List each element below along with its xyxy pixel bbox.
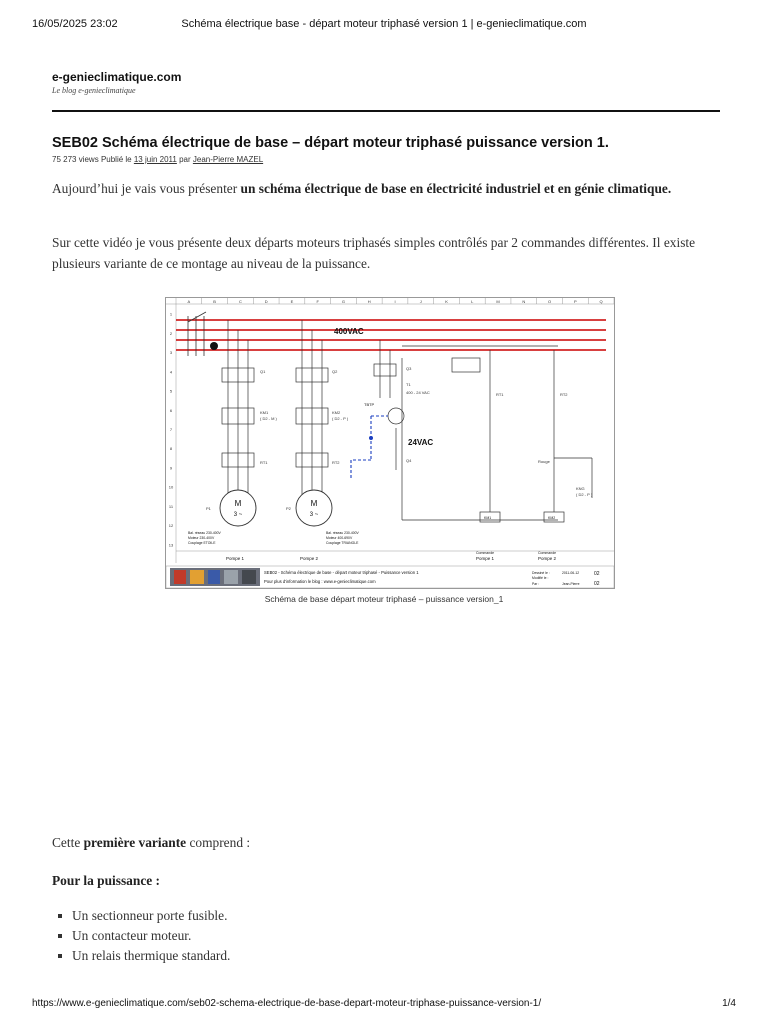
label-24vac: 24VAC [408,438,434,447]
row-label: 11 [168,503,174,509]
column-label: H [367,299,371,304]
column-label: N [522,299,526,304]
column-label: A [187,299,191,304]
earth-link [351,416,388,480]
print-page-number: 1/4 [722,998,736,1009]
title-block-title: SEB02 - Schéma électrique de base - départ moteur triphasé - Puissance version 1 [264,570,419,575]
row-label: 13 [168,542,174,548]
bottom-pompe1: Pompe 1 [226,556,245,561]
ctrl-km2-label: KM2 [548,516,556,520]
tb-date: 2011-06-12 [562,571,580,575]
ctrl-km1-label: KM1 [484,516,492,520]
bottom-pompe2: Pompe 2 [300,556,319,561]
title-block-info: Pour plus d'information le blog : www.e-genieclimatique.com [264,579,376,584]
column-label: M [496,299,500,304]
schematic-figure[interactable] [165,297,615,589]
video-paragraph: Sur cette vidéo je vous présente deux départs moteurs triphasés simples contrôlés par 2 commandes différentes. Il existe plusieurs variante de ce montage au niveau de la puissance. [52,235,696,271]
print-header [32,18,736,32]
bottom-cmd1: Pompe 1 [476,556,495,561]
row-label: 7 [169,427,173,432]
list-item: Un sectionneur porte fusible. [56,906,230,926]
variant-post: comprend : [186,835,251,850]
rouge-label: Rouge [538,459,550,464]
km1-sub-label: ( D2 - M ) [260,416,277,421]
bullet-icon [58,914,62,918]
motor-2-symbol [296,490,332,526]
motor-2-phase: 3 ~ [309,512,319,518]
rt1-label: RT1 [260,460,268,465]
site-name-link[interactable]: e-genieclimatique.com [52,70,182,84]
bottom-cmd2-label: Commande [538,551,557,555]
column-label: L [471,299,474,304]
svg-text:Couplage ETOILE: Couplage ETOILE [188,541,216,545]
row-label: 8 [169,446,173,452]
power-heading [52,870,720,891]
motor-branch-2 [296,320,328,498]
ctrl-rt2-label: RT2 [560,392,568,397]
q3-label: Q3 [406,366,412,371]
motor-1-phase: 3 ~ [233,512,243,518]
row-label: 3 [169,350,173,356]
motor-branch-1 [222,320,254,498]
kng-sub-label: ( D2 - P ) [576,492,593,497]
svg-text:Moteur 400-690V: Moteur 400-690V [326,536,353,540]
column-label: F [316,299,319,304]
intro-paragraph [52,178,720,199]
column-labels [188,298,614,304]
q2-label: Q2 [332,369,338,374]
svg-text:Bal. réseau 230-400V: Bal. réseau 230-400V [326,531,359,535]
post-meta [52,155,263,164]
row-label: 4 [169,369,173,375]
tb-author: Jean-Pierre [562,582,580,586]
q4-label: Q4 [406,458,412,463]
figure-caption: Schéma de base départ moteur triphasé – puissance version_1 [264,594,504,604]
tb-dessine: Dessiné le : [532,571,550,575]
tb-par: Par : [532,582,540,586]
column-label: Q [599,299,603,304]
print-url: https://www.e-genieclimatique.com/seb02-schema-electrique-de-base-depart-moteur-triphase-puissance-version-1/ [32,998,542,1009]
tb-sheet: 02 [594,571,600,577]
motor-1-m: M [234,499,242,508]
tb-modifie: Modifié le : [532,576,549,580]
post-views: 75 273 views [52,155,99,164]
column-label: O [548,299,552,304]
column-label: D [264,299,268,304]
column-label: K [445,299,448,304]
motor-1-symbol [220,490,256,526]
list-item: Un contacteur moteur. [56,926,230,946]
published-label: Publié le [100,155,132,164]
print-date: 16/05/2025 23:02 [32,18,118,30]
ctrl-rt1-label: RT1 [496,392,504,397]
column-label: G [341,299,346,304]
row-label: 5 [169,388,173,394]
column-label: P [574,299,577,304]
variant-paragraph [52,832,720,853]
tb-sheets: 02 [594,581,600,587]
row-label: 2 [169,330,173,336]
column-label: I [394,299,396,304]
variant-bold: première variante [83,835,187,850]
site-header [52,70,720,95]
column-label: J [419,299,422,304]
p1-label: P1 [206,506,211,511]
post-date-link[interactable]: 13 juin 2011 [133,155,177,164]
bullet-icon [58,934,62,938]
intro-bold: un schéma électrique de base en électricité industriel et en génie climatique. [240,181,672,196]
motor-2-m: M [310,499,318,508]
bottom-cmd2: Pompe 2 [538,556,557,561]
spec-1 [188,531,222,545]
row-label: 9 [169,465,173,471]
column-label: B [213,299,216,304]
row-label: 10 [168,484,174,490]
site-tagline: Le blog e-genieclimatique [52,86,136,95]
print-footer [32,998,736,1012]
row-label: 6 [169,407,173,413]
tbtp-label: TBTP [364,402,375,407]
transformer-label: 400 - 24 VAC [406,390,430,395]
svg-text:Bal. réseau 230-400V: Bal. réseau 230-400V [188,531,221,535]
row-labels [169,312,174,548]
p2-label: P2 [286,506,291,511]
row-label: 1 [169,311,173,317]
control-supply [374,340,558,520]
list-item: Un relais thermique standard. [56,946,230,966]
power-buses [176,320,606,350]
post-title: SEB02 Schéma électrique de base – départ moteur triphasé puissance version 1. [52,135,609,151]
label-400vac: 400VAC [334,327,364,336]
row-label: 12 [168,523,174,529]
intro-text: Aujourd’hui je vais vous présenter [52,181,241,196]
schematic-drawing [166,298,614,588]
variant-pre: Cette [52,835,84,850]
spec-2 [326,531,360,545]
header-divider [52,110,720,112]
t1-label: T1 [406,382,411,387]
km1-label: KM1 [260,410,269,415]
svg-text:Moteur 230-400V: Moteur 230-400V [188,536,215,540]
rt2-label: RT2 [332,460,340,465]
column-label: C [238,299,242,304]
q1-label: Q1 [260,369,266,374]
author-link[interactable]: Jean-Pierre MAZEL [192,155,264,164]
bottom-cmd1-label: Commande [476,551,495,555]
print-title: Schéma électrique base - départ moteur triphasé version 1 | e-genieclimatique.com [181,18,587,30]
kng-label: KNG [576,486,585,491]
bullet-icon [58,954,62,958]
control-circuit [452,350,592,522]
main-switch-handle [210,342,218,350]
power-list [56,906,230,966]
column-label: E [290,299,294,304]
km2-sub-label: ( D2 - P ) [332,416,349,421]
by-label: par [179,155,191,164]
power-heading-text: Pour la puissance : [52,873,161,888]
km2-label: KM2 [332,410,341,415]
svg-text:Couplage TRIANGLE: Couplage TRIANGLE [326,541,359,545]
